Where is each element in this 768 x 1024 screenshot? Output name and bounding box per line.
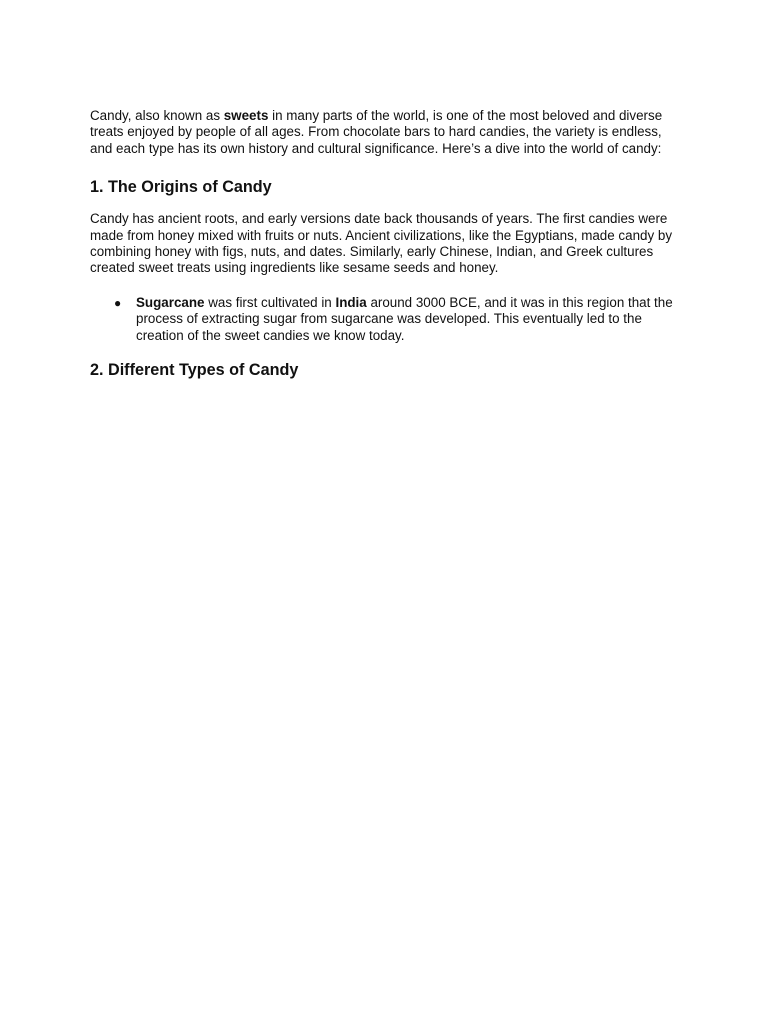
bullet-text-2: around 3000 BCE, and it was in this region that the process of extracting sugar from sugarcane was developed. This eventually led to the creation of the sweet candies we know today. — [136, 294, 673, 343]
bullet-bold-sugarcane: Sugarcane — [136, 294, 205, 310]
origins-paragraph: Candy has ancient roots, and early versions date back thousands of years. The first candies were made from honey mixed with fruits or nuts. Ancient civilizations, like the Egyptians, made candy by combining honey with figs, nuts, and dates. Similarly, early Chinese, Indian, and Greek cultures created sweet treats using ingredients like sesame seeds and honey. — [90, 211, 673, 276]
intro-bold-sweets: sweets — [223, 108, 269, 123]
bullet-icon: ● — [114, 295, 122, 310]
origins-bullet-list — [90, 295, 680, 344]
section-heading-origins: 1. The Origins of Candy — [90, 178, 272, 197]
bullet-text-1: was first cultivated in — [204, 294, 336, 310]
intro-text-2: in many parts of the world, is one of the most beloved and diverse treats enjoyed by people of all ages. From chocolate bars to hard candies, the variety is endless, and each type has its own history and cultural significance. Here’s a dive into the world of candy: — [90, 108, 663, 156]
bullet-bold-india: India — [335, 294, 367, 310]
intro-text-1: Candy, also known as — [90, 108, 224, 123]
document-body — [90, 108, 680, 380]
intro-paragraph — [90, 108, 680, 157]
section-heading-types: 2. Different Types of Candy — [90, 361, 299, 380]
list-item — [90, 295, 680, 344]
